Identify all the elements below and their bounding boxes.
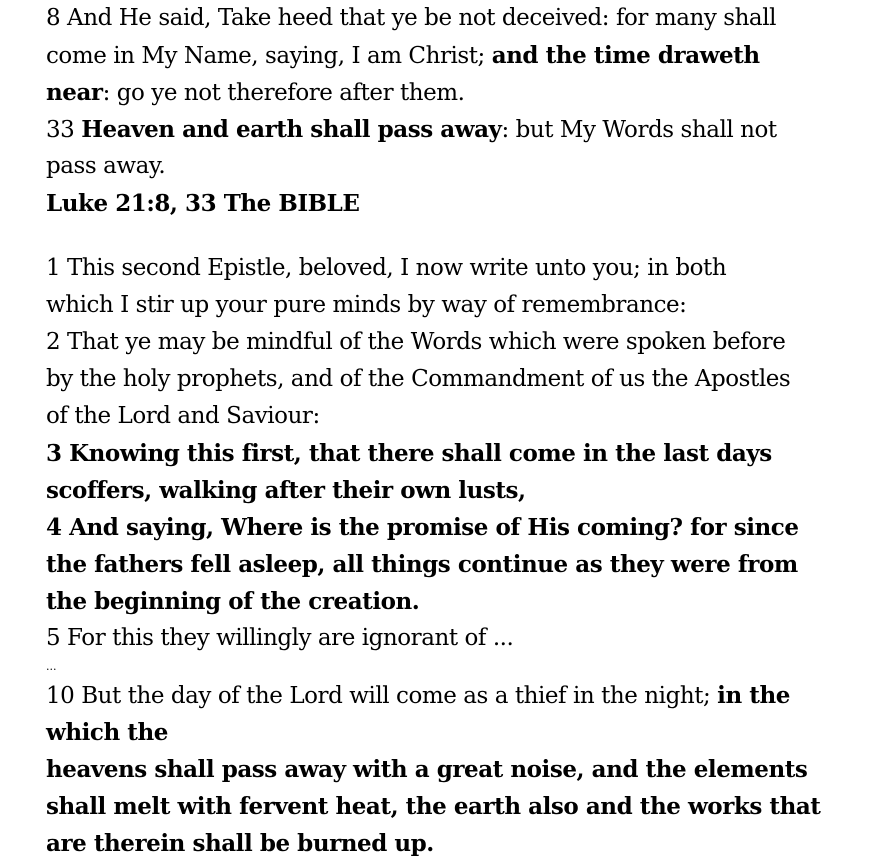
text-line xyxy=(46,677,846,714)
verse-text-bold: and the time draweth xyxy=(491,42,760,69)
text-line xyxy=(46,751,846,788)
verse-number: 33 xyxy=(46,117,82,143)
verse-text: of the Lord and Saviour: xyxy=(46,403,320,429)
omission-mark xyxy=(46,657,846,677)
verse-text: : but My Words shall not xyxy=(501,117,777,143)
verse-text-bold: scoffers, walking after their own lusts, xyxy=(46,477,526,504)
text-line xyxy=(46,74,846,111)
verse-text-bold: Heaven and earth shall pass away xyxy=(81,116,502,143)
verse-text: 1 This second Epistle, beloved, I now write unto you; in both xyxy=(46,255,727,281)
verse-text-bold: near xyxy=(46,79,103,106)
text-line xyxy=(46,788,846,825)
verse-text: pass away. xyxy=(46,153,166,179)
verse-text-bold: are therein shall be burned up. xyxy=(46,830,434,857)
text-line xyxy=(46,37,846,74)
verse-text-bold: heavens shall pass away with a great noise, and the elements xyxy=(46,756,808,783)
verse-text-bold: shall melt with fervent heat, the earth also and the works that xyxy=(46,793,821,820)
verse-text-bold: 4 And saying, Where is the promise of His coming? for since xyxy=(46,514,799,541)
text-line xyxy=(46,714,846,751)
text-line xyxy=(46,324,846,361)
text-line xyxy=(46,111,846,148)
text-line xyxy=(46,398,846,435)
verse-text: 5 For this they willingly are ignorant of ... xyxy=(46,625,514,651)
text-line xyxy=(46,583,846,620)
text-line xyxy=(46,509,846,546)
text-line xyxy=(46,825,846,862)
verse-text: : go ye not therefore after them. xyxy=(102,80,465,106)
verse-text-bold: 3 Knowing this first, that there shall come in the last days xyxy=(46,440,772,467)
text-line xyxy=(46,0,846,37)
verse-text-bold: which the xyxy=(46,719,168,746)
omission-text: ... xyxy=(46,660,57,673)
text-line xyxy=(46,250,846,287)
verse-text-bold: the beginning of the creation. xyxy=(46,588,420,615)
verse-text: which I stir up your pure minds by way of remembrance: xyxy=(46,292,687,318)
document-page xyxy=(46,0,846,862)
text-line xyxy=(46,435,846,472)
verse-text: by the holy prophets, and of the Commandment of us the Apostles xyxy=(46,366,791,392)
paragraph-gap xyxy=(46,222,846,250)
reference-text: Luke 21:8, 33 The BIBLE xyxy=(46,190,360,217)
text-line xyxy=(46,148,846,185)
text-line xyxy=(46,620,846,657)
peter-passage xyxy=(46,250,846,862)
verse-text: 8 And He said, Take heed that ye be not deceived: for many shall xyxy=(46,5,777,31)
text-line xyxy=(46,361,846,398)
text-line xyxy=(46,546,846,583)
luke-passage xyxy=(46,0,846,222)
verse-text-bold: in the xyxy=(717,682,790,709)
verse-text-bold: the fathers fell asleep, all things continue as they were from xyxy=(46,551,798,578)
text-line xyxy=(46,287,846,324)
scripture-reference xyxy=(46,185,846,222)
verse-text: 2 That ye may be mindful of the Words which were spoken before xyxy=(46,329,786,355)
verse-text: 10 But the day of the Lord will come as a thief in the night; xyxy=(46,683,718,709)
verse-text: come in My Name, saying, I am Christ; xyxy=(46,43,492,69)
text-line xyxy=(46,472,846,509)
